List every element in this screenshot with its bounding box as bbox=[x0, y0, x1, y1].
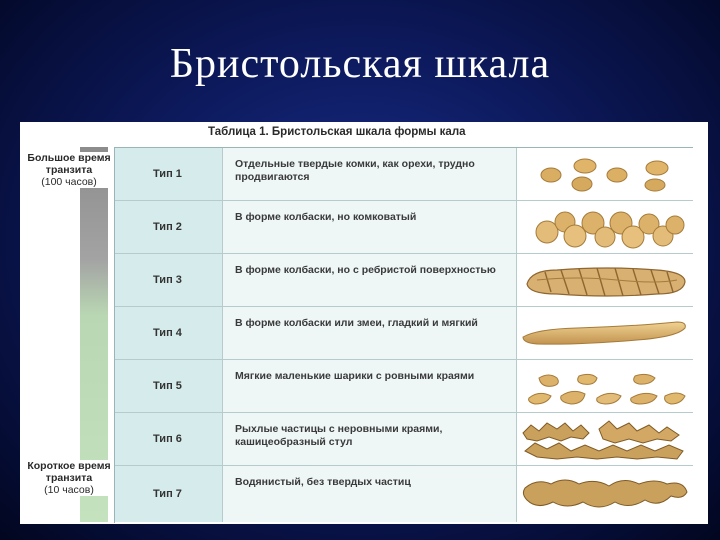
table-caption: Таблица 1. Бристольская шкала формы кала bbox=[208, 126, 466, 138]
lumpy-sausage-icon bbox=[517, 201, 693, 253]
smooth-snake-icon bbox=[517, 307, 693, 359]
type-label: Тип 6 bbox=[115, 413, 223, 465]
long-transit-note: (100 часов) bbox=[41, 176, 97, 188]
type-description: В форме колбаски, но комковатый bbox=[223, 201, 517, 253]
type-description: Рыхлые частицы с неровными краями, кашицеобразный стул bbox=[223, 413, 517, 465]
type-label: Тип 7 bbox=[115, 466, 223, 522]
slide-title: Бристольская шкала bbox=[169, 41, 551, 87]
table-row-type-3 bbox=[115, 254, 693, 307]
separate-lumps-icon bbox=[517, 148, 693, 200]
watery-icon bbox=[517, 466, 693, 522]
table-row-type-1 bbox=[115, 148, 693, 201]
bristol-scale-table-panel bbox=[20, 122, 708, 524]
scale-rows bbox=[114, 147, 693, 523]
type-label: Тип 2 bbox=[115, 201, 223, 253]
type-label: Тип 1 bbox=[115, 148, 223, 200]
table-row-type-7 bbox=[115, 466, 693, 522]
short-transit-title: Короткое время транзита bbox=[27, 460, 111, 484]
table-row-type-2 bbox=[115, 201, 693, 254]
type-description: Отдельные твердые комки, как орехи, трудно продвигаются bbox=[223, 148, 517, 200]
type-label: Тип 3 bbox=[115, 254, 223, 306]
type-description: В форме колбаски, но с ребристой поверхностью bbox=[223, 254, 517, 306]
long-transit-label bbox=[24, 152, 114, 188]
type-label: Тип 5 bbox=[115, 360, 223, 412]
short-transit-label bbox=[24, 460, 114, 496]
long-transit-title: Большое время транзита bbox=[27, 152, 111, 176]
table-row-type-5 bbox=[115, 360, 693, 413]
table-row-type-6 bbox=[115, 413, 693, 466]
short-transit-note: (10 часов) bbox=[44, 484, 94, 496]
soft-blobs-icon bbox=[517, 360, 693, 412]
cracked-sausage-icon bbox=[517, 254, 693, 306]
type-description: Водянистый, без твердых частиц bbox=[223, 466, 517, 522]
table-row-type-4 bbox=[115, 307, 693, 360]
type-description: В форме колбаски или змеи, гладкий и мягкий bbox=[223, 307, 517, 359]
fluffy-pieces-icon bbox=[517, 413, 693, 465]
type-description: Мягкие маленькие шарики с ровными краями bbox=[223, 360, 517, 412]
type-label: Тип 4 bbox=[115, 307, 223, 359]
